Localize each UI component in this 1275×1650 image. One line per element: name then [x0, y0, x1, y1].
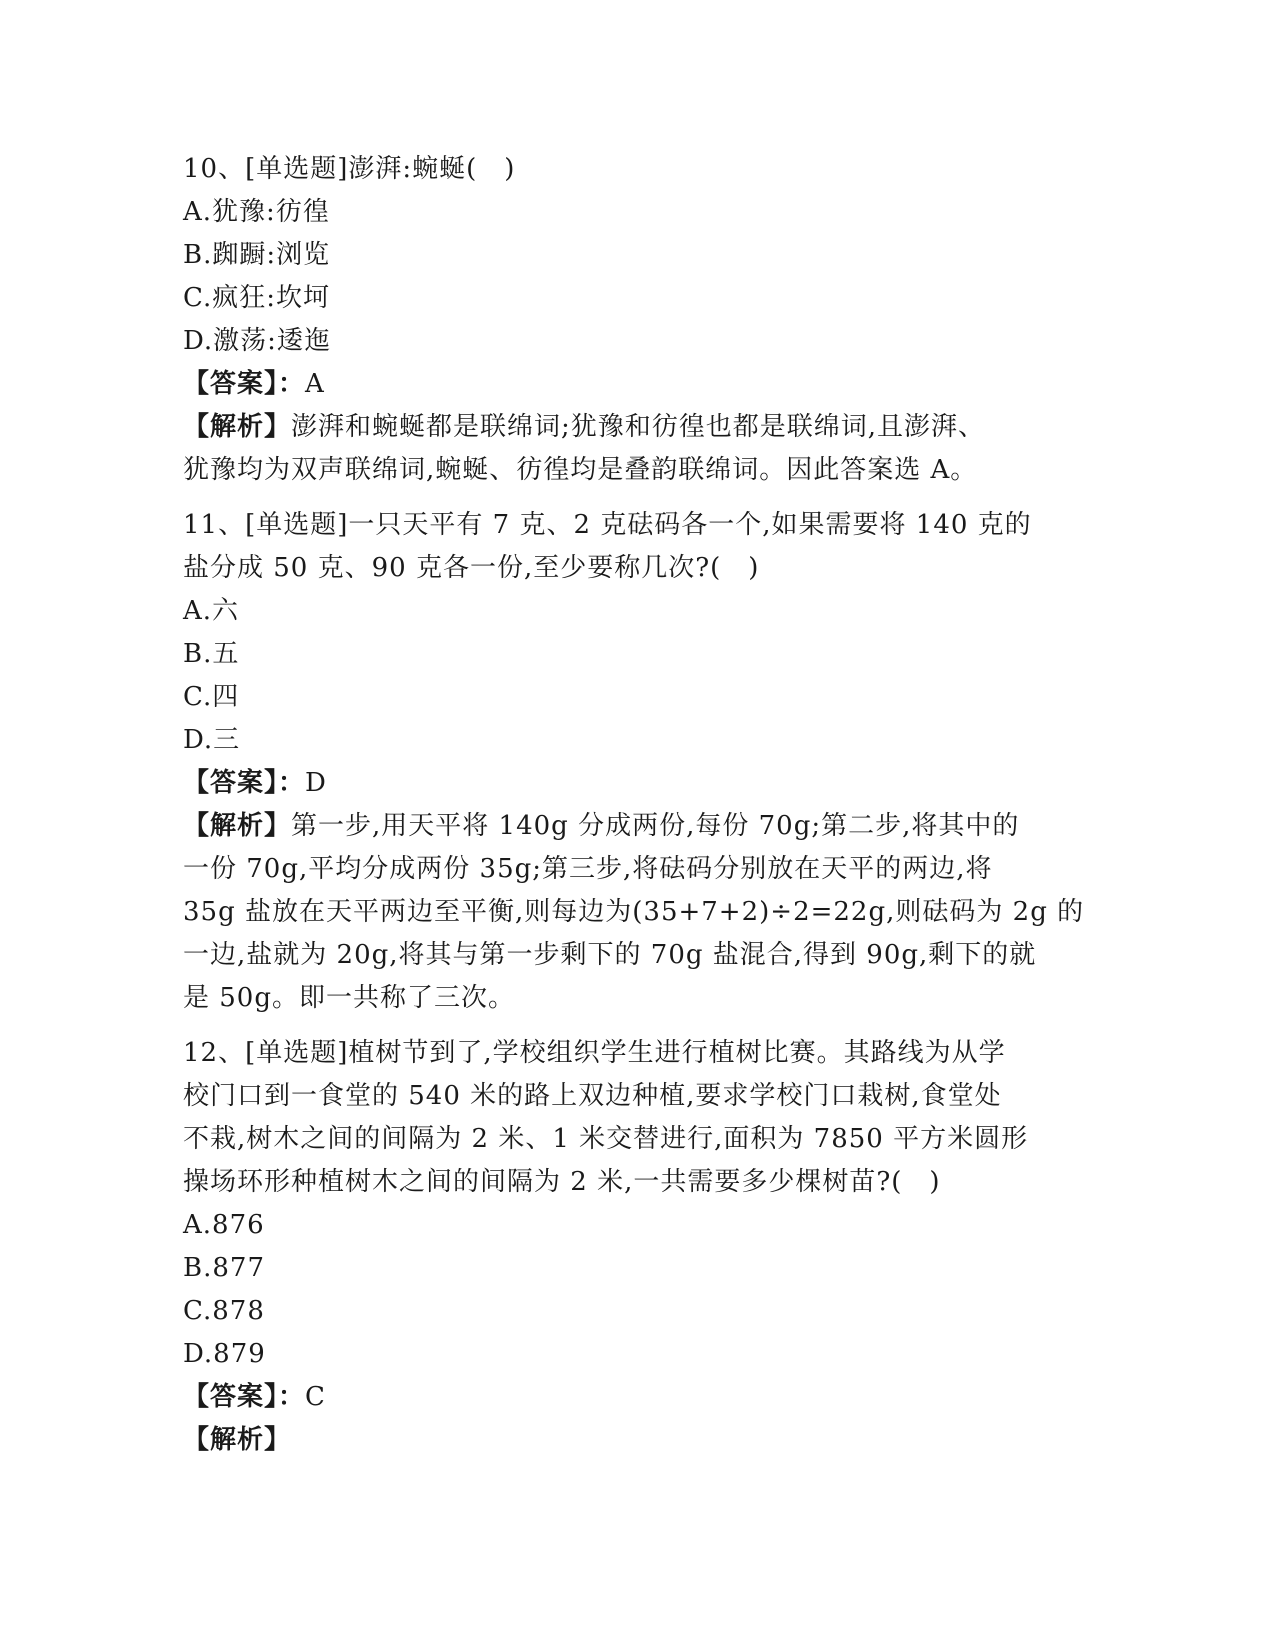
analysis-text: 是 50g。即一共称了三次。	[183, 983, 515, 1013]
analysis-text: 第一步,用天平将 140g 分成两份,每份 70g;第二步,将其中的	[291, 811, 1020, 841]
option-d: D.三	[183, 725, 241, 755]
question-stem: 校门口到一食堂的 540 米的路上双边种植,要求学校门口栽树,食堂处	[183, 1081, 1002, 1111]
question-11	[183, 504, 1083, 1020]
question-12	[183, 1032, 1083, 1462]
analysis-text: 一份 70g,平均分成两份 35g;第三步,将砝码分别放在天平的两边,将	[183, 854, 993, 884]
answer-line	[183, 1376, 1083, 1419]
option-a: A.六	[183, 596, 240, 626]
answer-label: 【答案】：	[183, 369, 306, 399]
question-stem: 盐分成 50 克、90 克各一份,至少要称几次?( )	[183, 553, 760, 583]
option-b: B.五	[183, 639, 240, 669]
analysis-line	[183, 406, 1083, 449]
option-b: B.踟蹰:浏览	[183, 240, 331, 270]
question-stem: 不栽,树木之间的间隔为 2 米、1 米交替进行,面积为 7850 平方米圆形	[183, 1124, 1029, 1154]
answer-label: 【答案】：	[183, 1382, 306, 1412]
analysis-text: 一边,盐就为 20g,将其与第一步剩下的 70g 盐混合,得到 90g,剩下的就	[183, 940, 1037, 970]
analysis-text: 35g 盐放在天平两边至平衡,则每边为(35+7+2)÷2=22g,则砝码为 2g 的	[183, 897, 1085, 927]
question-stem: 12、[单选题]植树节到了,学校组织学生进行植树比赛。其路线为从学	[183, 1038, 1006, 1068]
analysis-text: 犹豫均为双声联绵词,蜿蜒、彷徨均是叠韵联绵词。因此答案选 A。	[183, 455, 978, 485]
answer-value: C	[305, 1382, 326, 1412]
option-b: B.877	[183, 1253, 265, 1283]
option-c: C.878	[183, 1296, 265, 1326]
question-10	[183, 148, 1083, 492]
document-page	[183, 148, 1083, 1474]
answer-line	[183, 363, 1083, 406]
option-c: C.四	[183, 682, 240, 712]
analysis-label: 【解析】	[183, 412, 292, 442]
answer-label: 【答案】：	[183, 768, 306, 798]
analysis-label: 【解析】	[183, 811, 292, 841]
analysis-label: 【解析】	[183, 1425, 292, 1455]
question-stem: 10、[单选题]澎湃:蜿蜒( )	[183, 154, 516, 184]
answer-value: D	[305, 768, 327, 798]
option-c: C.疯狂:坎坷	[183, 283, 330, 313]
option-a: A.犹豫:彷徨	[183, 197, 330, 227]
option-d: D.879	[183, 1339, 266, 1369]
answer-line	[183, 762, 1083, 805]
option-a: A.876	[183, 1210, 265, 1240]
analysis-text: 澎湃和蜿蜒都是联绵词;犹豫和彷徨也都是联绵词,且澎湃、	[291, 412, 986, 442]
question-stem: 11、[单选题]一只天平有 7 克、2 克砝码各一个,如果需要将 140 克的	[183, 510, 1032, 540]
question-stem: 操场环形种植树木之间的间隔为 2 米,一共需要多少棵树苗?( )	[183, 1167, 941, 1197]
analysis-line	[183, 1419, 1083, 1462]
option-d: D.激荡:逶迤	[183, 326, 331, 356]
analysis-line	[183, 805, 1083, 848]
answer-value: A	[305, 369, 325, 399]
